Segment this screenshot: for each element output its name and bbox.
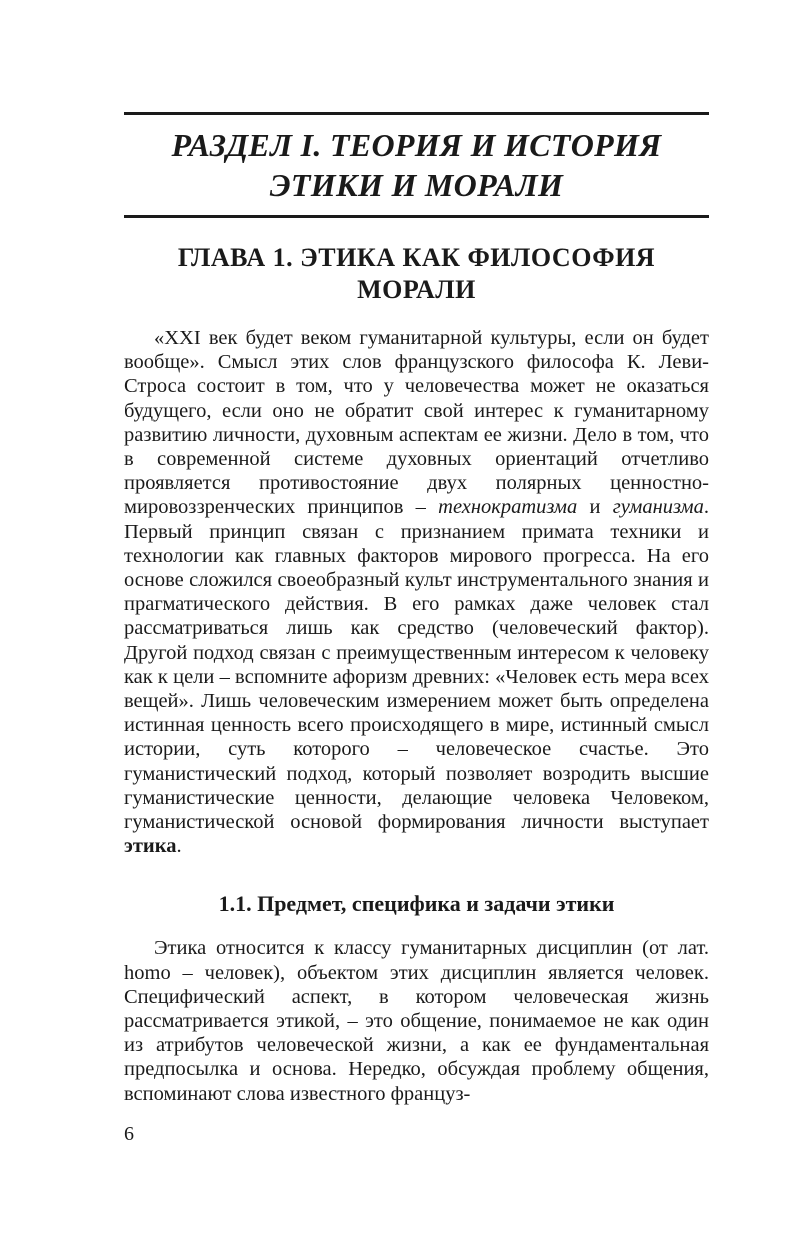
top-rule [124, 112, 709, 115]
section-title-line-2: ЭТИКИ И МОРАЛИ [269, 167, 564, 203]
chapter-title [124, 242, 709, 306]
chapter-title-line-1: ГЛАВА 1. ЭТИКА КАК ФИЛОСОФИЯ [177, 243, 656, 272]
page-number: 6 [124, 1123, 134, 1145]
paragraph-2: Этика относится к классу гуманитарных дисциплин (от лат. homo – человек), объектом этих дисциплин является человек. Специфический аспект, в котором человеческая жизнь рассматривается этикой, – это общение, понимаемое не как один из атрибутов человеческой жизни, а как ее фундаментальная предпосылка и основа. Нередко, обсуждая проблему общения, вспоминают слова известного француз- [124, 937, 709, 1105]
intro-conjunction: и [577, 496, 613, 519]
section-title-line-1: РАЗДЕЛ I. ТЕОРИЯ И ИСТОРИЯ [171, 127, 662, 163]
intro-text-part-3: . [176, 835, 182, 858]
intro-text-part-1: «XXI век будет веком гуманитарной культуры, если он будет вообще». Смысл этих слов французского философа К. Леви-Строса состоит в том, что у человечества может не оказаться будущего, если оно не обратит свой интерес к гуманитарному развитию личности, духовным аспектам ее жизни. Дело в том, что в современной системе духовных ориентаций отчетливо проявляется противостояние двух полярных ценностно-мировоззренческих принципов – [124, 327, 709, 519]
bottom-rule [124, 215, 709, 218]
intro-text-part-2: . Первый принцип связан с признанием примата техники и технологии как главных факторов мирового прогресса. На его основе сложился своеобразный культ инструментального знания и прагматического действия. В его рамках даже человек стал рассматриваться лишь как средство (человеческий фактор). Другой подход связан с преимущественным интересом к человеку как к цели – вспомните афоризм древних: «Человек есть мера всех вещей». Лишь человеческим измерением может быть определена истинная ценность всего происходящего в мире, истинный смысл истории, суть которого – человеческое счастье. Это гуманистический подход, который позволяет возродить высшие гуманистические ценности, делающие человека Человеком, гуманистической основой формирования личности выступает [124, 496, 709, 834]
page-content [124, 112, 709, 1106]
subsection-title: 1.1. Предмет, специфика и задачи этики [218, 891, 615, 917]
section-title [124, 125, 709, 205]
chapter-title-line-2: МОРАЛИ [357, 275, 476, 304]
term-technocratism: технократизма [438, 496, 578, 519]
intro-paragraph [124, 326, 709, 858]
term-humanism: гуманизма [612, 496, 704, 519]
term-ethics: этика [124, 835, 177, 858]
